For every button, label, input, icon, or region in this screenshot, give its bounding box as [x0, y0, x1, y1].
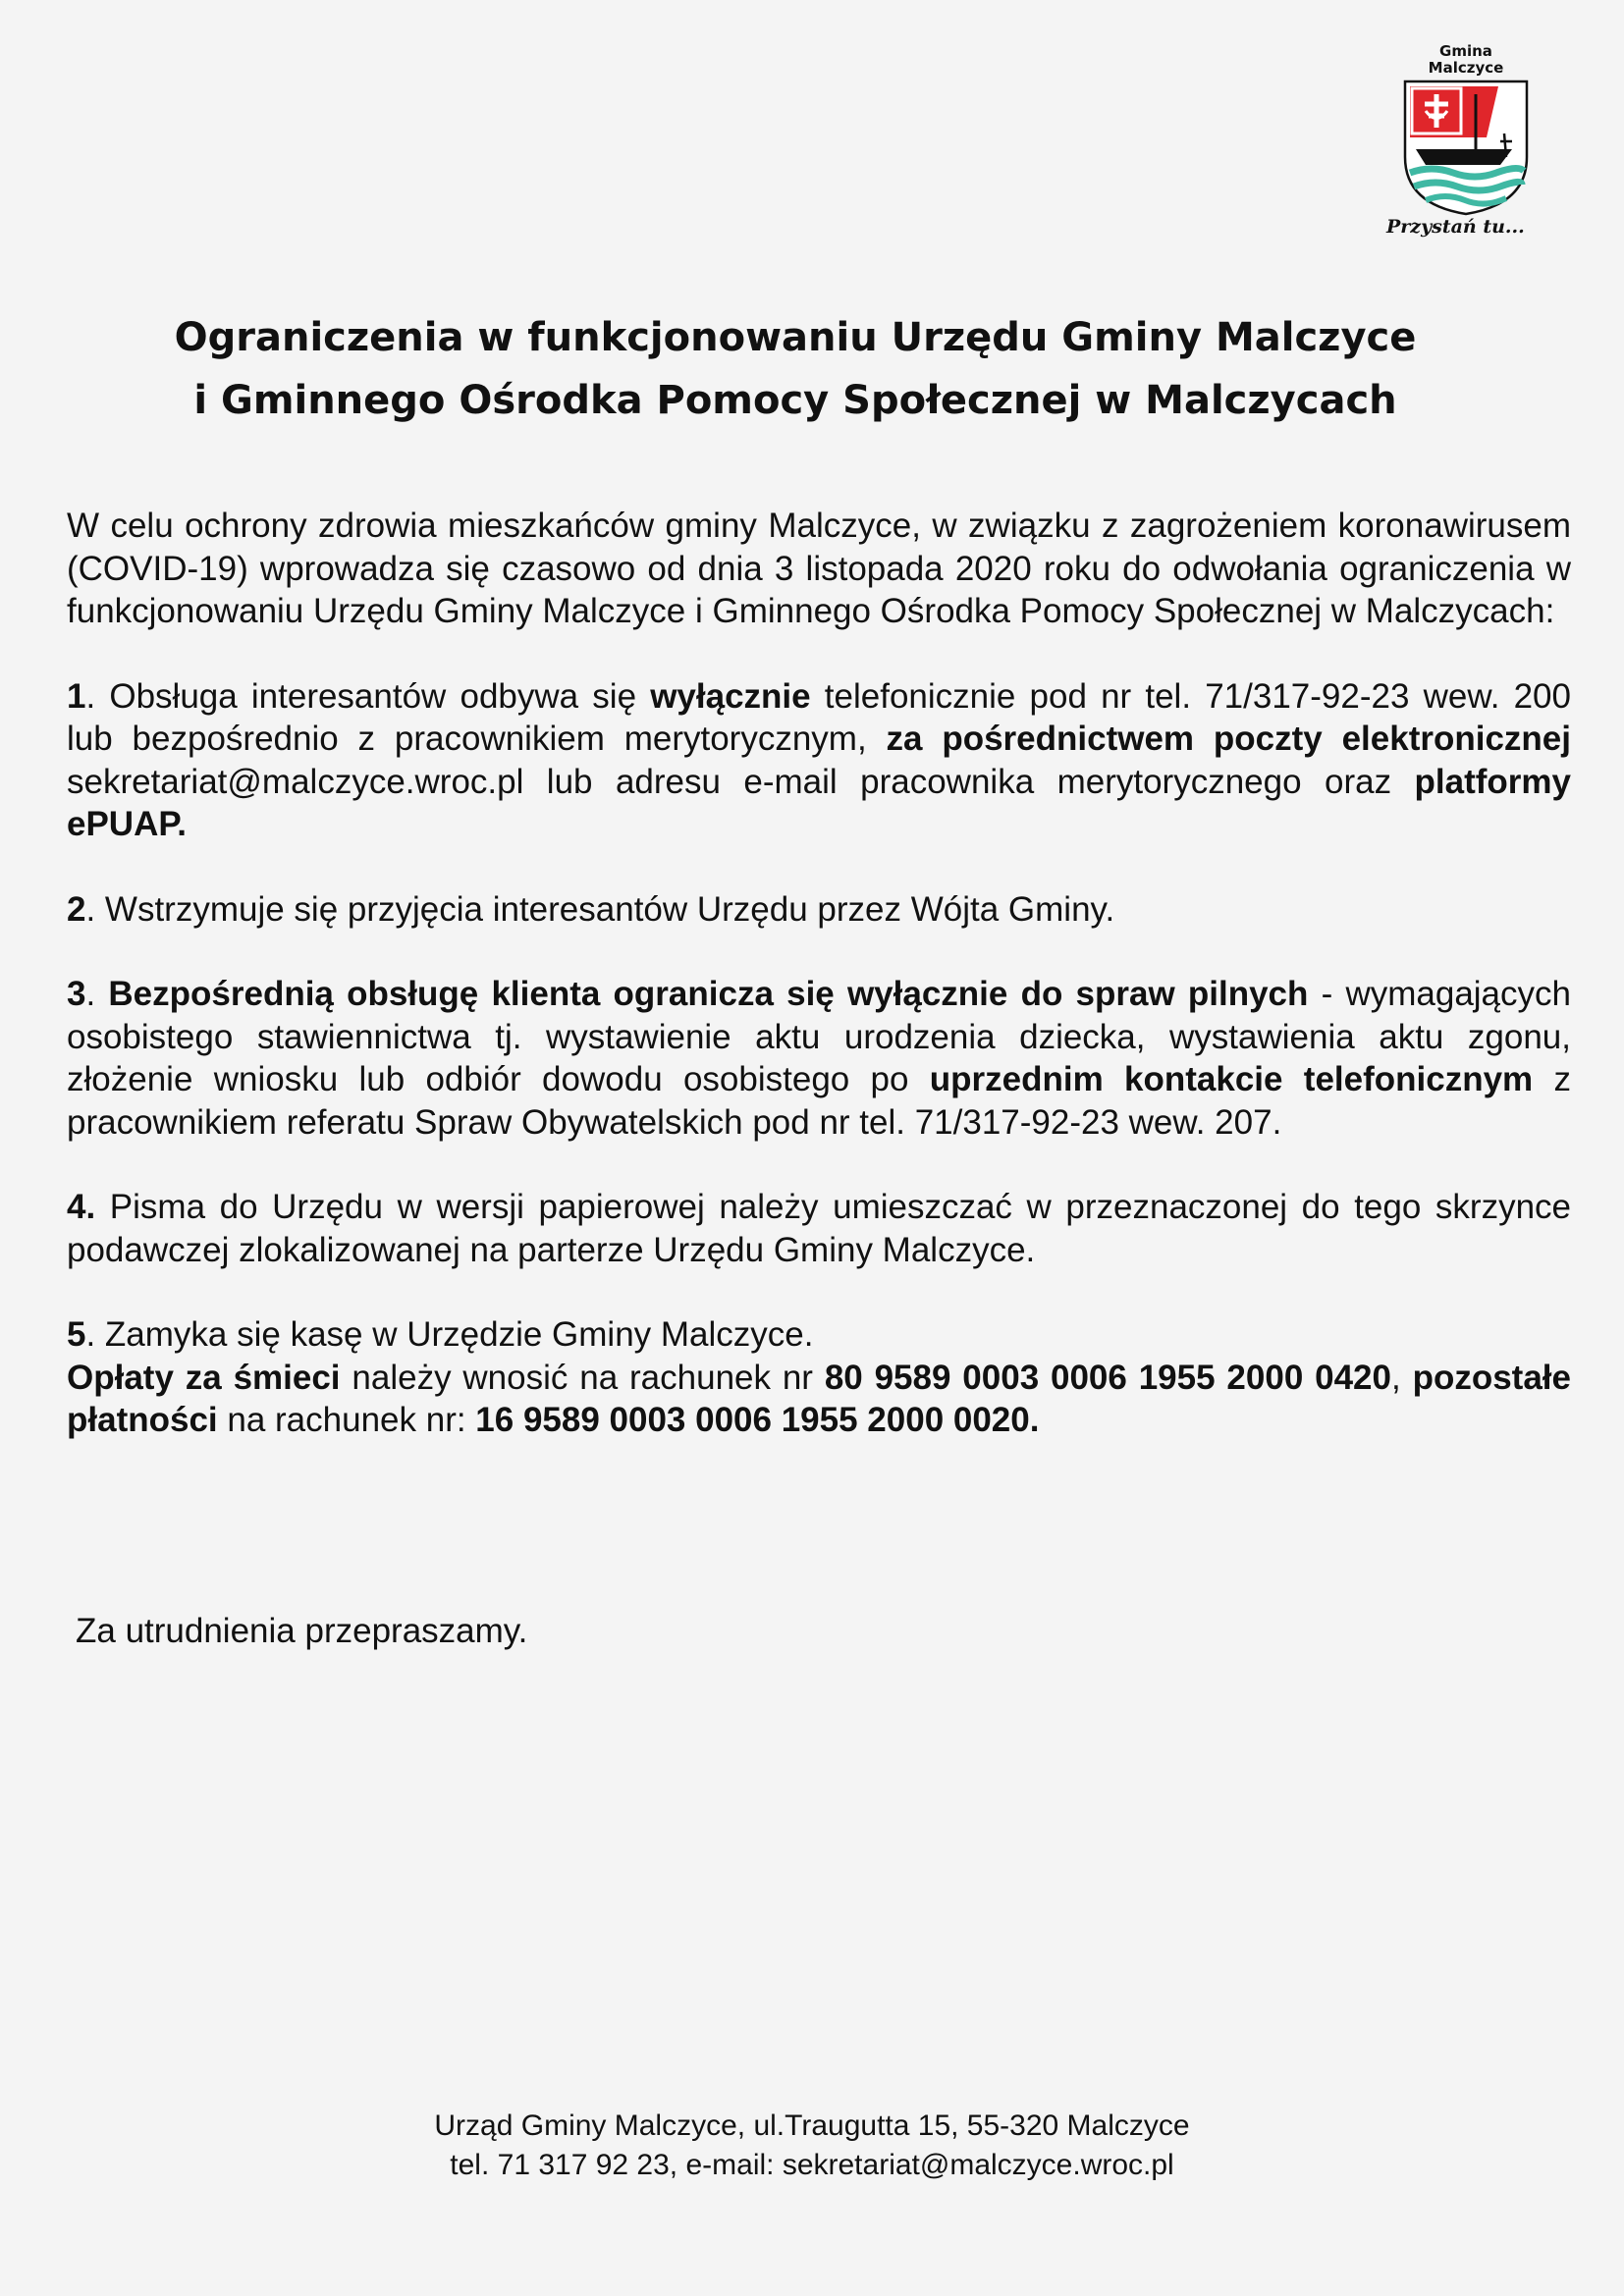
bank-account-waste: 80 9589 0003 0006 1955 2000 0420	[824, 1358, 1391, 1397]
item-3-text: - wymagających osobistego stawiennictwa tj. wystawienie aktu urodzenia dziecka, wystawienia aktu zgonu, złożenie wniosku lub odbiór dowodu osobistego po	[67, 975, 1571, 1098]
item-5	[67, 1313, 1571, 1442]
coat-of-arms-icon	[1402, 79, 1530, 216]
item-3-number: 3	[67, 975, 86, 1013]
item-3-text: z pracownikiem referatu Spraw Obywatelskich pod nr tel. 71/317-92-23 wew. 207.	[67, 1060, 1571, 1142]
item-3-emphasis: Bezpośrednią obsługę klienta ogranicza się wyłącznie do spraw pilnych	[108, 975, 1309, 1013]
municipality-logo	[1386, 42, 1540, 269]
item-4	[67, 1186, 1571, 1271]
item-1-emphasis: platformy ePUAP.	[67, 762, 1571, 843]
footer-address: Urząd Gminy Malczyce, ul.Traugutta 15, 55-320 Malczyce	[434, 2109, 1190, 2142]
item-3-text: .	[85, 975, 109, 1013]
bank-account-other: 16 9589 0003 0006 1955 2000 0020.	[475, 1401, 1040, 1439]
item-5-text: ,	[1391, 1358, 1413, 1397]
item-5-number: 5	[67, 1315, 86, 1354]
logo-caption-line2: Malczyce	[1428, 59, 1504, 77]
item-2-number: 2	[67, 889, 86, 929]
item-1-text: telefonicznie pod nr tel. 71/317-92-23 wew. 200 lub bezpośrednio z pracownikiem merytorycznym,	[67, 676, 1571, 758]
item-1	[67, 675, 1571, 846]
intro-paragraph: W celu ochrony zdrowia mieszkańców gminy Malczyce, w związku z zagrożeniem koronawirusem (COVID-19) wprowadza się czasowo od dnia 3 listopada 2020 roku do odwołania ograniczenia w funkcjonowaniu Urzędu Gminy Malczyce i Gminnego Ośrodka Pomocy Społecznej w Malczycach:	[67, 507, 1571, 630]
item-2	[67, 888, 1571, 932]
footer	[0, 2107, 1624, 2185]
item-1-emphasis: za pośrednictwem poczty elektronicznej	[886, 720, 1571, 758]
closing-note: Za utrudnienia przepraszamy.	[76, 1612, 528, 1650]
item-3-emphasis: uprzednim kontakcie telefonicznym	[929, 1060, 1534, 1098]
item-1-number: 1	[67, 676, 86, 716]
item-4-text: Pisma do Urzędu w wersji papierowej należy umieszczać w przeznaczonej do tego skrzynce podawczej zlokalizowanej na parterze Urzędu Gminy Malczyce.	[67, 1188, 1571, 1269]
notice-body	[67, 505, 1571, 1484]
item-3	[67, 973, 1571, 1144]
item-1-text: sekretariat@malczyce.wroc.pl lub adresu e-mail pracownika merytorycznego oraz	[67, 762, 1415, 801]
title-line2: i Gminnego Ośrodka Pomocy Społecznej w Malczycach	[193, 378, 1397, 423]
item-2-text: . Wstrzymuje się przyjęcia interesantów Urzędu przez Wójta Gminy.	[85, 889, 1115, 929]
page-title	[59, 306, 1532, 432]
logo-caption-line1: Gmina	[1439, 42, 1492, 60]
item-1-text: . Obsługa interesantów odbywa się	[85, 676, 651, 716]
item-5-text: na rachunek nr:	[217, 1401, 476, 1439]
item-4-number: 4.	[67, 1188, 96, 1226]
logo-caption	[1392, 43, 1540, 77]
item-5-text: . Zamyka się kasę w Urzędzie Gminy Malczyce.	[85, 1315, 814, 1354]
item-1-emphasis: wyłącznie	[650, 676, 811, 716]
footer-contact: tel. 71 317 92 23, e-mail: sekretariat@malczyce.wroc.pl	[450, 2149, 1174, 2181]
title-line1: Ograniczenia w funkcjonowaniu Urzędu Gminy Malczyce	[174, 315, 1417, 360]
item-5-emphasis: pozostałe płatności	[67, 1358, 1571, 1439]
item-5-emphasis: Opłaty za śmieci	[67, 1358, 341, 1397]
item-5-text: należy wnosić na rachunek nr	[340, 1358, 825, 1397]
logo-motto: Przystań tu...	[1386, 216, 1525, 238]
